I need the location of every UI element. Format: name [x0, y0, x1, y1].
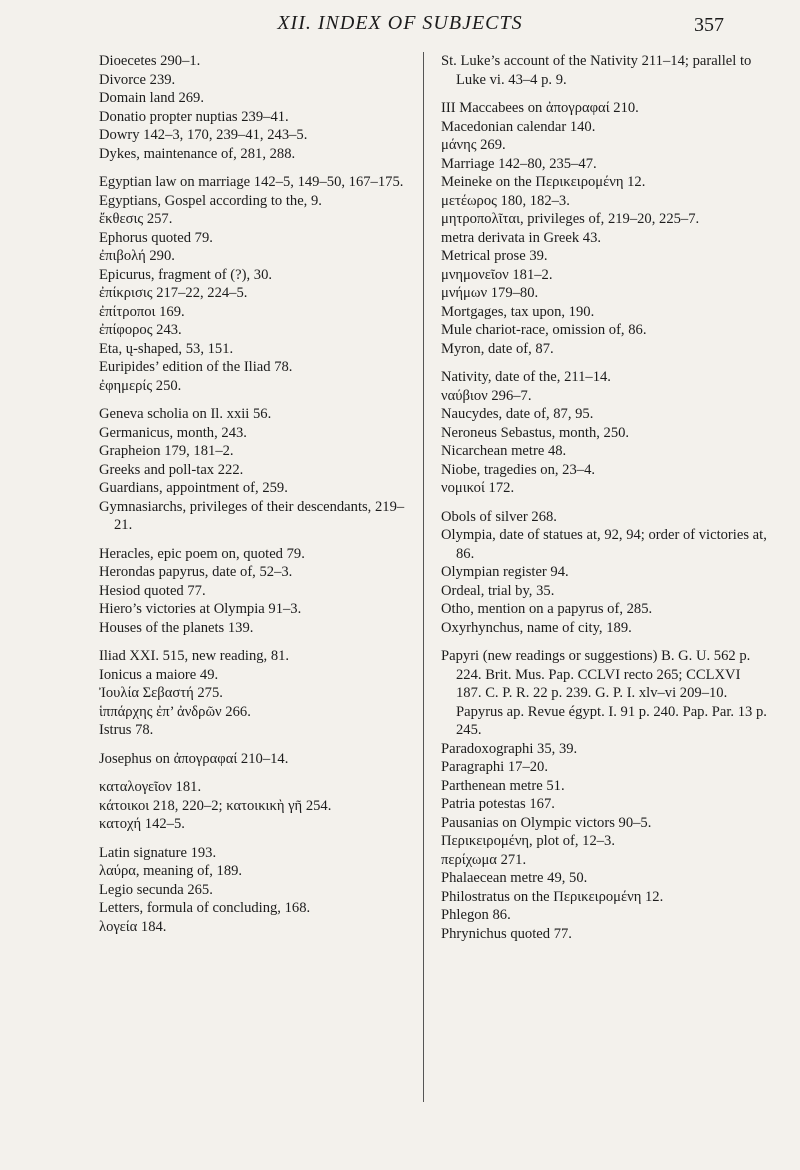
index-entry: Letters, formula of concluding, 168. [99, 900, 311, 916]
index-entry: Egyptians, Gospel according to the, 9. [99, 192, 322, 209]
index-entry: περίχωμα 271. [441, 851, 527, 868]
index-entry: Macedonian calendar 140. [441, 118, 596, 135]
index-entry: Myron, date of, 87. [441, 340, 554, 357]
index-entry: Houses of the planets 139. [99, 619, 254, 636]
index-entry: Ionicus a maiore 49. [99, 666, 219, 683]
index-entry: Oxyrhynchus, name of city, 189. [441, 619, 632, 636]
index-entry: μνήμων 179–80. [441, 285, 539, 301]
index-entry: κατοχή 142–5. [99, 816, 185, 832]
running-title: XII. INDEX OF SUBJECTS [277, 12, 523, 34]
index-entry: Istrus 78. [99, 722, 154, 738]
index-entry: Philostratus on the Περικειρομένη 12. [441, 888, 664, 905]
index-entry: Greeks and poll-tax 222. [99, 461, 244, 478]
index-entry: Neroneus Sebastus, month, 250. [441, 424, 630, 441]
index-entry: νομικοί 172. [441, 480, 515, 496]
index-entry: Metrical prose 39. [441, 248, 548, 264]
index-group [99, 173, 419, 395]
index-entry: Geneva scholia on Il. xxii 56. [99, 406, 272, 422]
index-entry: Domain land 269. [99, 90, 204, 106]
index-entry: λογεία 184. [99, 918, 167, 935]
index-entry: καταλογεῖον 181. [99, 779, 202, 795]
index-entry: Latin signature 193. [99, 844, 217, 861]
index-entry: Paragraphi 17–20. [441, 759, 548, 775]
index-entry: Dykes, maintenance of, 281, 288. [99, 145, 296, 162]
index-group [441, 647, 767, 943]
index-group [441, 52, 767, 89]
index-entry: ἐπίκρισις 217–22, 224–5. [99, 285, 248, 301]
index-entry: Olympia, date of statues at, 92, 94; order of victories at, 86. [441, 527, 767, 562]
index-entry: Parthenean metre 51. [441, 777, 565, 794]
index-group [99, 52, 419, 163]
index-entry: ἐφημερίς 250. [99, 377, 182, 394]
index-entry: Germanicus, month, 243. [99, 424, 247, 441]
index-entry: μετέωρος 180, 182–3. [441, 192, 570, 209]
index-entry: Phlegon 86. [441, 907, 511, 923]
index-entry: ναύβιον 296–7. [441, 387, 532, 404]
index-entry: Euripides’ edition of the Iliad 78. [99, 359, 293, 375]
index-entry: Herondas papyrus, date of, 52–3. [99, 564, 293, 580]
index-entry: Paradoxographi 35, 39. [441, 740, 578, 757]
index-entry: Phrynichus quoted 77. [441, 925, 572, 942]
index-entry: μάνης 269. [441, 137, 506, 153]
index-entry: Dowry 142–3, 170, 239–41, 243–5. [99, 127, 308, 143]
column-divider [423, 52, 424, 1102]
index-entry: λαύρα, meaning of, 189. [99, 863, 243, 879]
index-group [441, 508, 767, 638]
index-entry: Epicurus, fragment of (?), 30. [99, 266, 273, 283]
index-entry: Gymnasiarchs, privileges of their descendants, 219–21. [99, 498, 405, 533]
index-group [99, 844, 419, 937]
index-entry: Legio secunda 265. [99, 881, 213, 898]
index-entry: Nativity, date of the, 211–14. [441, 369, 611, 385]
index-entry: Patria potestas 167. [441, 796, 555, 812]
index-group [99, 405, 419, 535]
index-entry: Dioecetes 290–1. [99, 53, 201, 69]
index-entry: Nicarchean metre 48. [441, 443, 567, 459]
index-group [441, 99, 767, 358]
index-entry: Guardians, appointment of, 259. [99, 480, 288, 496]
index-entry: III Maccabees on ἀπογραφαί 210. [441, 100, 639, 116]
page-header [0, 0, 800, 60]
index-entry: ἐπίτροποι 169. [99, 303, 185, 320]
index-entry: Obols of silver 268. [441, 508, 557, 525]
index-entry: Ephorus quoted 79. [99, 229, 213, 246]
index-entry: Marriage 142–80, 235–47. [441, 155, 597, 172]
index-entry: Heracles, epic poem on, quoted 79. [99, 545, 305, 562]
index-group [99, 778, 419, 834]
index-entry: μητροπολῖται, privileges of, 219–20, 225–7. [441, 211, 700, 227]
index-entry: Papyri (new readings or suggestions) B. G. U. 562 p. 224. Brit. Mus. Pap. CCLVI recto 265; CCLXVI 187. C. P. R. 22 p. 239. G. P. I. xlv–vi 209–10. Papyrus ap. Revue égypt. I. 91 p. 240. Pap. Par. 13 p. 245. [441, 648, 767, 738]
index-entry: Otho, mention on a papyrus of, 285. [441, 601, 653, 617]
index-group [99, 545, 419, 638]
index-entry: ἐπιβολή 290. [99, 248, 175, 264]
index-entry: Ordeal, trial by, 35. [441, 582, 555, 599]
index-entry: St. Luke’s account of the Nativity 211–14; parallel to Luke vi. 43–4 p. 9. [441, 53, 752, 88]
index-entry: Egyptian law on marriage 142–5, 149–50, 167–175. [99, 174, 404, 190]
index-entry: Eta, ų-shaped, 53, 151. [99, 340, 234, 357]
index-column-left [99, 52, 419, 946]
index-entry: Divorce 239. [99, 71, 176, 88]
index-entry: Olympian register 94. [441, 564, 569, 580]
index-entry: Phalaecean metre 49, 50. [441, 870, 588, 886]
index-entry: Pausanias on Olympic victors 90–5. [441, 814, 652, 831]
index-entry: Niobe, tragedies on, 23–4. [441, 461, 596, 478]
index-group [441, 368, 767, 498]
index-entry: κάτοικοι 218, 220–2; κατοικικὴ γῆ 254. [99, 797, 332, 814]
index-entry: ἐπίφορος 243. [99, 322, 182, 338]
index-entry: Mule chariot-race, omission of, 86. [441, 322, 647, 338]
index-entry: Meineke on the Περικειρομένη 12. [441, 174, 646, 190]
index-entry: Naucydes, date of, 87, 95. [441, 406, 594, 422]
index-group [99, 750, 419, 769]
index-entry: Iliad XXI. 515, new reading, 81. [99, 648, 290, 664]
index-entry: metra derivata in Greek 43. [441, 229, 602, 246]
index-entry: μνημονεῖον 181–2. [441, 266, 553, 283]
index-entry: Grapheion 179, 181–2. [99, 443, 234, 459]
index-entry: ἱππάρχης ἐπ’ ἀνδρῶν 266. [99, 703, 251, 720]
index-group [99, 647, 419, 740]
index-entry: Mortgages, tax upon, 190. [441, 303, 595, 320]
index-entry: Hesiod quoted 77. [99, 582, 206, 599]
index-entry: Hiero’s victories at Olympia 91–3. [99, 601, 302, 617]
index-entry: Ἰουλία Σεβαστή 275. [99, 685, 223, 701]
index-column-right [441, 52, 767, 953]
index-entry: Donatio propter nuptias 239–41. [99, 108, 289, 125]
index-entry: Περικειρομένη, plot of, 12–3. [441, 833, 615, 849]
page-number: 357 [694, 14, 724, 36]
index-entry: ἔκθεσις 257. [99, 211, 173, 227]
index-entry: Josephus on ἀπογραφαί 210–14. [99, 750, 289, 767]
